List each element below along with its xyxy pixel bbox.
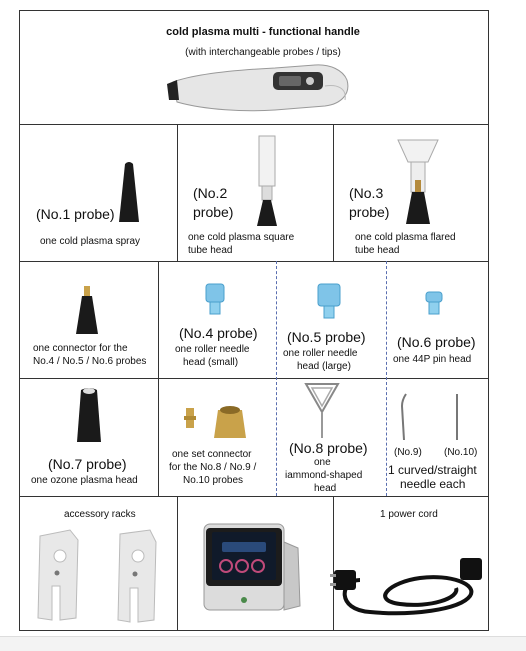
- probe4-label: (No.4 probe): [179, 325, 258, 341]
- needle9-tag: (No.9): [394, 447, 422, 458]
- connector-image: [74, 286, 100, 336]
- probe8-label: (No.8 probe): [289, 440, 368, 456]
- probe3-desc-2: tube head: [355, 245, 400, 256]
- probe2-label-2: probe): [193, 204, 234, 220]
- probe7-ozone-head-image: [75, 386, 103, 444]
- probe4-desc: one roller needle: [175, 344, 250, 355]
- row-divider: [20, 124, 488, 125]
- probe1-spray-image: [115, 160, 145, 230]
- probe3-label: (No.3: [349, 185, 384, 201]
- connector-desc-2: No.4 / No.5 / No.6 probes: [33, 356, 147, 367]
- probe3-flared-tube-image: [396, 134, 440, 226]
- probe1-label: (No.1 probe): [36, 206, 115, 222]
- page-bottom-strip: [0, 636, 526, 651]
- accessory-racks-image: [30, 528, 180, 624]
- row-divider: [20, 261, 488, 262]
- row-divider: [20, 378, 488, 379]
- probe7-label: (No.7 probe): [48, 456, 127, 472]
- straight-needle-image: [452, 392, 462, 442]
- probe5-roller-large-image: [316, 282, 342, 320]
- col-divider: [177, 124, 178, 261]
- needle-desc-2: needle each: [400, 477, 466, 491]
- set-connector-desc-3: No.10 probes: [183, 475, 244, 486]
- racks-desc: accessory racks: [64, 509, 136, 520]
- probe7-desc: one ozone plasma head: [31, 475, 138, 486]
- probe2-square-tube-image: [255, 134, 281, 228]
- plasma-device-image: [196, 518, 306, 618]
- set-connector-image: [182, 404, 252, 440]
- probe8-desc-3: head: [314, 483, 337, 494]
- col-divider: [158, 261, 159, 496]
- probe2-label: (No.2: [193, 185, 228, 201]
- handle-subtitle: (with interchangeable probes / tips): [185, 47, 341, 58]
- dashed-divider: [276, 261, 277, 496]
- dashed-divider: [386, 261, 387, 496]
- row-divider: [20, 496, 488, 497]
- needle-desc: 1 curved/straight: [388, 463, 477, 477]
- power-cord-desc: 1 power cord: [380, 509, 438, 520]
- probe8-diamond-head-image: [302, 380, 342, 440]
- probe4-desc-2: head (small): [183, 357, 239, 368]
- probe2-desc: one cold plasma square: [188, 232, 295, 243]
- probe5-label: (No.5 probe): [287, 329, 366, 345]
- set-connector-desc: one set connector: [172, 449, 252, 460]
- probe8-desc: one: [314, 457, 331, 468]
- probe6-desc: one 44P pin head: [393, 354, 472, 365]
- set-connector-desc-2: for the No.8 / No.9 /: [169, 462, 257, 473]
- probe2-desc-2: tube head: [188, 245, 233, 256]
- power-cord-image: [330, 540, 486, 626]
- curved-needle-image: [398, 392, 412, 442]
- probe4-roller-small-image: [204, 282, 226, 316]
- probe6-44p-pin-image: [424, 290, 446, 316]
- probe6-label: (No.6 probe): [397, 334, 476, 350]
- needle10-tag: (No.10): [444, 447, 478, 458]
- probe5-desc-2: head (large): [297, 361, 351, 372]
- probe3-label-2: probe): [349, 204, 390, 220]
- handle-title: cold plasma multi - functional handle: [166, 26, 360, 38]
- probe5-desc: one roller needle: [283, 348, 358, 359]
- col-divider: [333, 124, 334, 261]
- multi-functional-handle-image: [165, 56, 355, 116]
- probe8-desc-2: iammond-shaped: [285, 470, 363, 481]
- connector-desc: one connector for the: [33, 343, 128, 354]
- probe3-desc: one cold plasma flared: [355, 232, 456, 243]
- probe1-desc: one cold plasma spray: [40, 236, 141, 247]
